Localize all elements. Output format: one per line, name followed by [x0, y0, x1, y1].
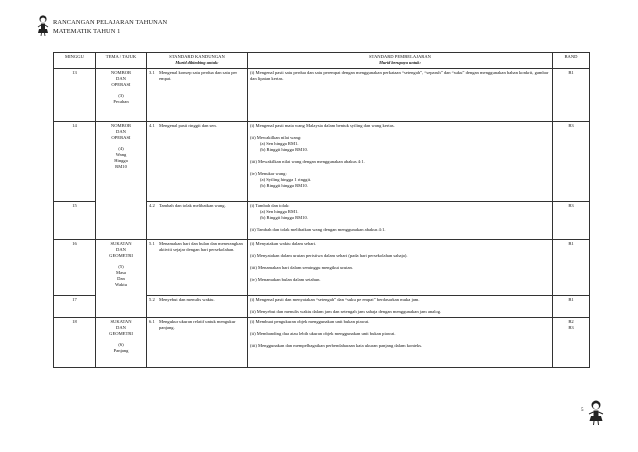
week-cell: 14	[54, 121, 96, 201]
theme-line: Masa	[116, 270, 126, 275]
standard-text: Mengenal pasti ringgit dan sen.	[159, 123, 217, 128]
header-learning-label: STANDARD PEMBELAJARAN	[368, 54, 432, 59]
standard-code: 5.2	[149, 297, 155, 302]
band-value: B3	[568, 325, 574, 330]
content-standard	[149, 319, 245, 331]
learning-item	[250, 297, 550, 303]
table-row	[54, 317, 590, 367]
learning-text: (ii) Mewakilkan nilai wang:	[250, 135, 302, 140]
theme-line: GEOMETRI	[109, 253, 133, 258]
band-cell	[553, 239, 590, 295]
document-header	[53, 18, 167, 36]
mascot-girl-icon	[36, 14, 50, 36]
learning-text: (i) Tambah dan tolak:	[250, 203, 290, 208]
theme-line: (5)	[118, 264, 124, 269]
header-learning-sub: Murid berupaya untuk:	[379, 60, 421, 65]
learning-text: (i) Mengenal pasti dan menyatakan “setengah” dan “suku pe empat” berdasarkan muka jam.	[250, 297, 420, 302]
learning-item	[250, 319, 550, 325]
theme-line: DAN	[116, 325, 126, 330]
standard-text: Tambah dan tolak melibatkan wang.	[159, 203, 226, 208]
learning-item	[250, 253, 550, 259]
learning-text: (iv) Menamakan bulan dalam setahun.	[250, 277, 321, 282]
theme-line: DAN	[116, 76, 126, 81]
content-standard	[149, 70, 245, 82]
learning-text: (i) Menyatakan waktu dalam sehari.	[250, 241, 317, 246]
band-cell	[553, 317, 590, 367]
learning-subitem: (a) Syiling hingga 1 ringgit.	[260, 177, 312, 182]
standard-text: Mengenal konsep satu perdua dan satu per empat.	[159, 70, 238, 81]
content-standard	[149, 123, 245, 129]
yearly-plan-table	[53, 52, 590, 368]
learning-item	[250, 343, 550, 349]
header-line-1: RANCANGAN PELAJARAN TAHUNAN	[53, 19, 168, 26]
band-cell	[553, 201, 590, 239]
standard-code: 4.1	[149, 123, 155, 128]
learning-subitem: (a) Sen hingga RM1.	[260, 209, 299, 214]
learning-item	[250, 241, 550, 247]
theme-cell	[96, 317, 147, 367]
header-content-standard	[147, 53, 248, 69]
learning-item	[250, 159, 550, 165]
theme-line: NOMBOR	[110, 123, 132, 128]
learning-item	[250, 277, 550, 283]
header-content-label: STANDARD KANDUNGAN	[169, 54, 225, 59]
band-value: B3	[568, 203, 574, 208]
learning-text: (iii) Mewakilkan nilai wang dengan menggunakan abakus 4:1.	[250, 159, 365, 164]
content-standard	[149, 241, 245, 253]
band-value: B1	[568, 297, 574, 302]
content-standard-cell	[147, 68, 248, 121]
band-cell	[553, 68, 590, 121]
band-value: B1	[568, 241, 574, 246]
learning-subitem: (a) Sen hingga RM1.	[260, 141, 299, 146]
learning-standard-cell	[248, 201, 553, 239]
learning-standard-cell	[248, 121, 553, 201]
learning-text: (ii) Menyatakan dalam urutan peristiwa dalam sehari (pada hari persekolahan sahaja).	[250, 253, 408, 258]
learning-text: (i) Mengenal pasti mata wang Malaysia dalam bentuk syiling dan wang kertas.	[250, 123, 395, 128]
week-cell: 15	[54, 201, 96, 239]
header-line-2: MATEMATIK TAHUN 1	[53, 28, 121, 35]
learning-subitem: (b) Ringgit hingga RM10.	[260, 147, 308, 152]
theme-line: Panjang	[113, 348, 129, 353]
learning-item	[250, 331, 550, 337]
band-cell	[553, 295, 590, 317]
theme-line: SUKATAN	[110, 241, 132, 246]
week-cell: 16	[54, 239, 96, 295]
standard-code: 5.1	[149, 241, 155, 246]
header-band: BAND	[553, 53, 590, 69]
table-row	[54, 239, 590, 295]
week-cell: 18	[54, 317, 96, 367]
theme-line: Wang	[115, 152, 127, 157]
learning-text: (iii) Menggunakan dan mempelbagaikan perbendaharaan kata ukuran panjang dalam konteks.	[250, 343, 423, 348]
learning-text: (ii) Tambah dan tolak melibatkan wang dengan menggunakan abakus 4:1.	[250, 227, 386, 232]
content-standard-cell	[147, 317, 248, 367]
theme-line: RM10	[115, 164, 127, 169]
learning-text: (ii) Membanding dua atau lebih ukuran objek menggunakan unit bukan piawai.	[250, 331, 396, 336]
standard-code: 6.1	[149, 319, 155, 324]
band-value: B3	[568, 123, 574, 128]
content-standard-cell	[147, 295, 248, 317]
theme-line: Waktu	[115, 282, 127, 287]
learning-item	[250, 123, 550, 129]
header-week: MINGGU	[54, 53, 96, 69]
theme-line: OPERASI	[111, 135, 131, 140]
standard-text: Menamakan hari dan bulan dan menerangkan aktiviti sejajar dengan hari persekolahan.	[159, 241, 243, 252]
learning-item	[250, 309, 550, 315]
band-value: B2	[568, 319, 574, 324]
content-standard-cell	[147, 239, 248, 295]
learning-standard-cell	[248, 68, 553, 121]
learning-standard-cell	[248, 295, 553, 317]
theme-cell	[96, 121, 147, 239]
content-standard	[149, 297, 245, 303]
content-standard-cell	[147, 201, 248, 239]
week-cell: 17	[54, 295, 96, 317]
theme-cell	[96, 68, 147, 121]
standard-text: Menyebut dan menulis waktu.	[159, 297, 215, 302]
standard-text: Mengukur ukuran relatif untuk mengukur panjang.	[159, 319, 236, 330]
standard-code: 3.1	[149, 70, 155, 75]
week-cell: 13	[54, 68, 96, 121]
table-row	[54, 68, 590, 121]
learning-item	[250, 135, 550, 153]
learning-text: (ii) Menyebut dan menulis waktu dalam jam dan setengah jam sahaja dengan menggunakan jam analog.	[250, 309, 442, 314]
learning-item	[250, 171, 550, 189]
theme-line: (6)	[118, 342, 124, 347]
content-standard-cell	[147, 121, 248, 201]
learning-item	[250, 70, 550, 82]
learning-item	[250, 227, 550, 233]
standard-code: 4.2	[149, 203, 155, 208]
theme-line: (3)	[118, 93, 124, 98]
page-number: 5	[581, 408, 584, 413]
theme-line: OPERASI	[111, 82, 131, 87]
theme-line: Pecahan	[113, 99, 129, 104]
learning-item	[250, 265, 550, 271]
mascot-girl-icon	[587, 399, 605, 425]
content-standard	[149, 203, 245, 209]
theme-line: DAN	[116, 129, 126, 134]
learning-standard-cell	[248, 317, 553, 367]
header-content-sub: Murid dibimbing untuk:	[175, 60, 219, 65]
theme-line: DAN	[116, 247, 126, 252]
band-value: B1	[568, 70, 574, 75]
table-header-row	[54, 53, 590, 69]
header-learning-standard	[248, 53, 553, 69]
theme-line: NOMBOR	[110, 70, 132, 75]
theme-line: SUKATAN	[110, 319, 132, 324]
header-theme: TEMA / TAJUK	[96, 53, 147, 69]
learning-subitem: (b) Ringgit hingga RM10.	[260, 215, 308, 220]
band-cell	[553, 121, 590, 201]
theme-line: Dan	[117, 276, 125, 281]
learning-item	[250, 203, 550, 221]
learning-text: (iii) Menamakan hari dalam seminggu mengikut urutan.	[250, 265, 353, 270]
learning-subitem: (b) Ringgit hingga RM10.	[260, 183, 308, 188]
learning-standard-cell	[248, 239, 553, 295]
learning-text: (i) Membuat pengukuran objek menggunakan unit bukan piawai.	[250, 319, 370, 324]
theme-cell	[96, 239, 147, 317]
theme-line: Hingga	[114, 158, 128, 163]
learning-text: (iv) Menukar wang:	[250, 171, 287, 176]
theme-line: GEOMETRI	[109, 331, 133, 336]
learning-text: (i) Mengenal pasti satu perdua dan satu perempat dengan menggunakan perkataan “setengah”, “separuh” dan “suku” dengan menggunakan bahan konkrit, gambar dan lipatan kertas.	[250, 70, 549, 81]
theme-line: (4)	[118, 146, 124, 151]
table-row	[54, 121, 590, 201]
